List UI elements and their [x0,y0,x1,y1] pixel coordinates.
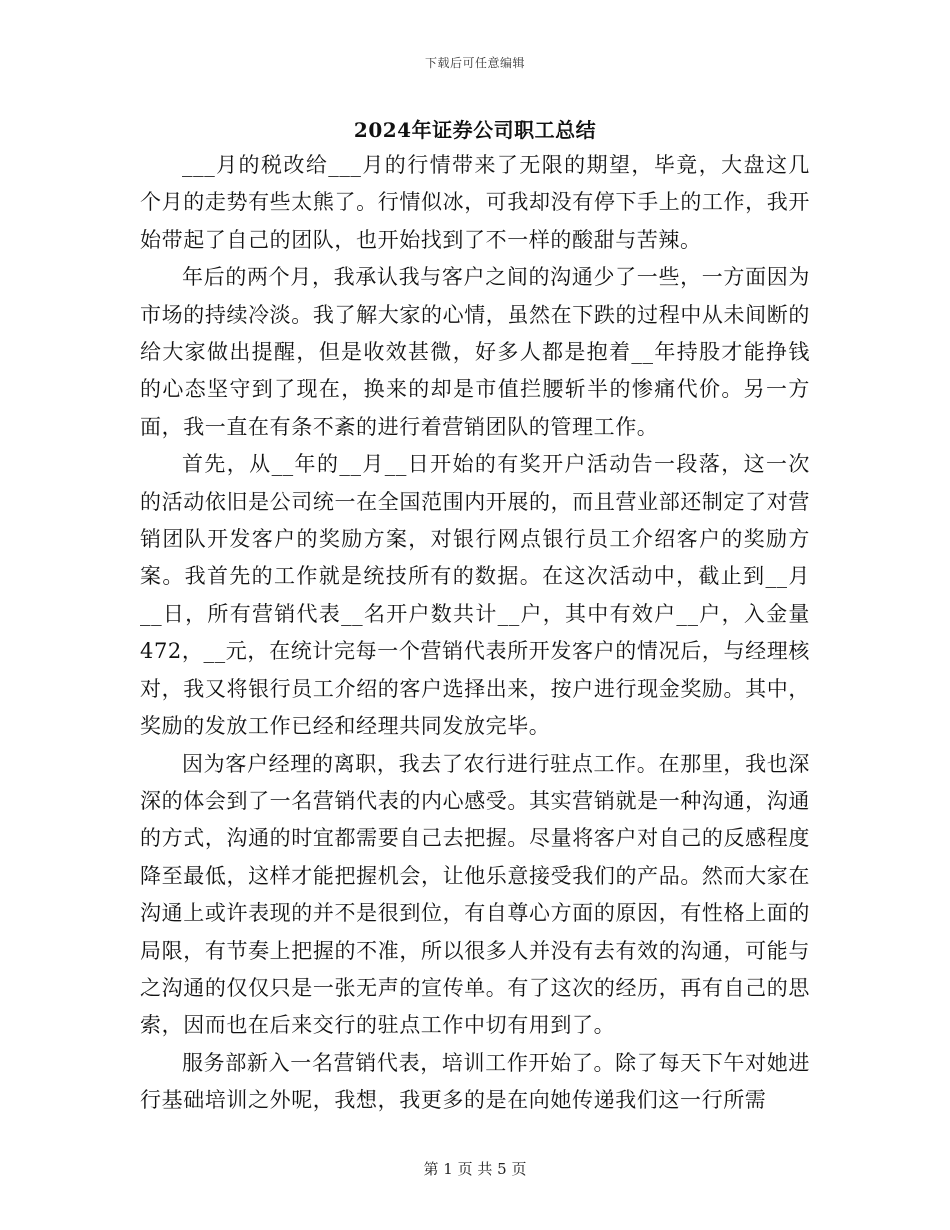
document-body [140,147,810,1120]
paragraph-2: 年后的两个月，我承认我与客户之间的沟通少了一些，一方面因为市场的持续冷淡。我了解大家的心情，虽然在下跌的过程中从未间断的给大家做出提醒，但是收效甚微，好多人都是抱着__年持股才能挣钱的心态坚守到了现在，换来的却是市值拦腰斩半的惨痛代价。另一方面，我一直在有条不紊的进行着营销团队的管理工作。 [140,265,810,439]
paragraph-5: 服务部新入一名营销代表，培训工作开始了。除了每天下午对她进行基础培训之外呢，我想，我更多的是在向她传递我们这一行所需 [140,1050,810,1113]
header-note: 下载后可任意编辑 [424,56,525,70]
document-title: 2024年证券公司职工总结 [353,118,597,142]
paragraph-4: 因为客户经理的离职，我去了农行进行驻点工作。在那里，我也深深的体会到了一名营销代表的内心感受。其实营销就是一种沟通，沟通的方式，沟通的时宜都需要自己去把握。尽量将客户对自己的反感程度降至最低，这样才能把握机会，让他乐意接受我们的产品。然而大家在沟通上或许表现的并不是很到位，有自尊心方面的原因，有性格上面的局限，有节奏上把握的不准，所以很多人并没有去有效的沟通，可能与之沟通的仅仅只是一张无声的宣传单。有了这次的经历，再有自己的思索，因而也在后来交行的驻点工作中切有用到了。 [140,751,810,1038]
paragraph-1: ___月的税改给___月的行情带来了无限的期望，毕竟，大盘这几个月的走势有些太熊了。行情似冰，可我却没有停下手上的工作，我开始带起了自己的团队，也开始找到了不一样的酸甜与苦辣。 [140,153,810,252]
paragraph-3: 首先，从__年的__月__日开始的有奖开户活动告一段落，这一次的活动依旧是公司统一在全国范围内开展的，而且营业部还制定了对营销团队开发客户的奖励方案，对银行网点银行员工介绍客户的奖励方案。我首先的工作就是统技所有的数据。在这次活动中，截止到__月__日，所有营销代表__名开户数共计__户，其中有效户__户，入金量472，__元，在统计完每一个营销代表所开发客户的情况后，与经理核对，我又将银行员工介绍的客户选择出来，按户进行现金奖励。其中，奖励的发放工作已经和经理共同发放完毕。 [140,452,810,739]
page-indicator: 第 1 页 共 5 页 [423,1160,527,1178]
